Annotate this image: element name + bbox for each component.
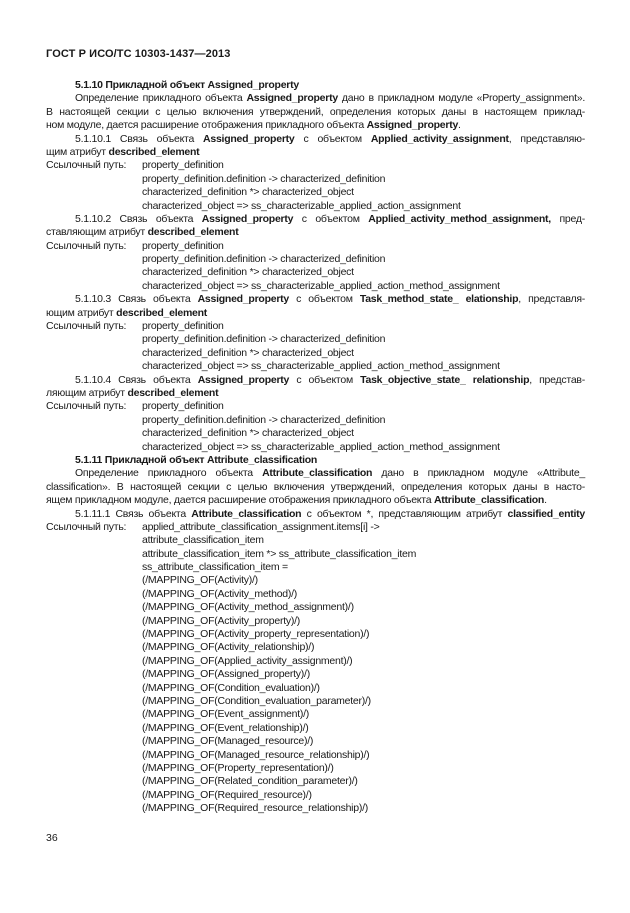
text-run: (/MAPPING_OF(Property_representation)/) — [142, 761, 334, 774]
text-run: characterized_object => ss_characterizable_applied_action_method_assignment — [142, 360, 500, 373]
text-run: property_definition.definition -> characterized_definition — [142, 413, 386, 426]
text-line — [46, 441, 585, 454]
text-run: , представля- — [518, 293, 586, 306]
text-run: (/MAPPING_OF(Activity_property_representation)/) — [142, 628, 370, 641]
bold-text: Task_objective_state_ relationship — [360, 373, 530, 386]
reference-path-label: Ссылочный путь: — [46, 239, 127, 252]
text-line — [46, 200, 585, 213]
text-run: (/MAPPING_OF(Managed_resource_relationship)/) — [142, 748, 370, 761]
text-line — [46, 173, 585, 186]
text-line — [46, 695, 585, 708]
bold-text: Assigned_property — [366, 119, 459, 132]
text-run: ющим атрибут — [46, 306, 117, 319]
text-run: characterized_object => ss_characterizable_applied_action_assignment — [142, 199, 461, 212]
text-line — [46, 682, 585, 695]
text-run: 5.1.11.1 Связь объекта — [75, 507, 192, 520]
bold-text: Attribute_classification — [262, 467, 373, 480]
text-line — [46, 668, 585, 681]
document-header: ГОСТ Р ИСО/ТС 10303-1437—2013 — [46, 48, 231, 60]
text-line — [46, 186, 585, 199]
text-run: В настоящей секции с целью включения утверждений, определения которых даны в настоящем приклад- — [46, 105, 585, 118]
text-run: , представляю- — [508, 132, 585, 145]
text-run: (/MAPPING_OF(Assigned_property)/) — [142, 668, 310, 681]
text-line — [46, 641, 585, 654]
text-run: characterized_object => ss_characterizable_applied_action_method_assignment — [142, 279, 500, 292]
text-run: (/MAPPING_OF(Activity_method)/) — [142, 587, 298, 600]
text-run: , представ- — [529, 373, 585, 386]
text-run: (/MAPPING_OF(Condition_evaluation_parameter)/) — [142, 694, 371, 707]
reference-path-label: Ссылочный путь: — [46, 400, 127, 413]
text-run: (/MAPPING_OF(Activity_relationship)/) — [142, 641, 315, 654]
text-run: с объектом — [289, 293, 360, 306]
text-line — [46, 240, 585, 253]
text-run: с объектом — [294, 132, 371, 145]
text-line — [46, 253, 585, 266]
text-line — [46, 508, 585, 521]
text-run: property_definition.definition -> characterized_definition — [142, 172, 386, 185]
text-line — [46, 775, 585, 788]
text-run: attribute_classification_item *> ss_attribute_classification_item — [142, 547, 417, 560]
text-run: (/MAPPING_OF(Applied_activity_assignment)/) — [142, 654, 353, 667]
bold-text: described_element — [116, 306, 208, 319]
text-run: property_definition — [142, 159, 224, 172]
text-line — [46, 133, 585, 146]
text-run: property_definition.definition -> characterized_definition — [142, 253, 386, 266]
bold-text: classified_entity — [507, 507, 585, 520]
text-line — [46, 360, 585, 373]
text-run: classification». В настоящей секции с целью включения утверждений, определения которых даны в насто- — [46, 480, 585, 493]
text-run: characterized_definition *> characterized_object — [142, 186, 354, 199]
text-line — [46, 159, 585, 172]
text-run: characterized_definition *> characterized_object — [142, 427, 354, 440]
text-run: (/MAPPING_OF(Related_condition_parameter)/) — [142, 775, 358, 788]
text-line — [46, 320, 585, 333]
text-line — [46, 307, 585, 320]
text-line — [46, 387, 585, 400]
text-run: щим атрибут — [46, 145, 109, 158]
text-run: Определение прикладного объекта — [75, 92, 247, 105]
page-number: 36 — [46, 832, 58, 844]
text-line — [46, 615, 585, 628]
bold-text: Assigned_property — [246, 92, 338, 105]
text-run: (/MAPPING_OF(Event_assignment)/) — [142, 708, 310, 721]
text-line — [46, 561, 585, 574]
text-run: property_definition.definition -> characterized_definition — [142, 333, 386, 346]
text-run: characterized_definition *> characterized_object — [142, 266, 354, 279]
text-line — [46, 467, 585, 480]
text-run: . — [458, 119, 461, 132]
text-line — [46, 749, 585, 762]
text-run: с объектом — [293, 212, 369, 225]
bold-text: Task_method_state_ elationship — [359, 293, 519, 306]
text-run: (/MAPPING_OF(Condition_evaluation)/) — [142, 681, 320, 694]
bold-text: Attribute_classification — [433, 494, 545, 507]
text-run: (/MAPPING_OF(Activity)/) — [142, 574, 258, 587]
text-run: 5.1.10.2 Связь объекта — [75, 212, 202, 225]
text-run: (/MAPPING_OF(Event_relationship)/) — [142, 721, 309, 734]
bold-text: Assigned_property — [197, 373, 290, 386]
text-line — [46, 494, 585, 507]
text-run: ящем прикладном модуле, дается расширение отображения прикладного объекта — [46, 494, 434, 507]
text-line — [46, 454, 585, 467]
text-line — [46, 722, 585, 735]
reference-path-label: Ссылочный путь: — [46, 320, 127, 333]
text-line — [46, 119, 585, 132]
text-line — [46, 802, 585, 815]
text-line — [46, 427, 585, 440]
text-line — [46, 400, 585, 413]
text-line — [46, 333, 585, 346]
text-run: . — [544, 494, 547, 507]
document-body — [46, 79, 585, 815]
text-run: (/MAPPING_OF(Activity_property)/) — [142, 614, 301, 627]
text-run: attribute_classification_item — [142, 534, 264, 547]
text-run: (/MAPPING_OF(Required_resource_relationship)/) — [142, 802, 369, 815]
bold-text: 5.1.11 Прикладной объект Attribute_classification — [75, 453, 318, 466]
reference-path-label: Ссылочный путь: — [46, 520, 127, 533]
text-line — [46, 280, 585, 293]
text-line — [46, 293, 585, 306]
text-run: 5.1.10.1 Связь объекта — [75, 132, 204, 145]
text-line — [46, 762, 585, 775]
text-run: ном модуле, дается расширение отображения прикладного объекта — [46, 119, 367, 132]
text-line — [46, 708, 585, 721]
text-line — [46, 79, 585, 92]
text-run: ляющим атрибут — [46, 386, 128, 399]
text-line — [46, 92, 585, 105]
text-line — [46, 574, 585, 587]
text-run: characterized_object => ss_characterizable_applied_action_method_assignment — [142, 440, 500, 453]
text-line — [46, 548, 585, 561]
text-run: дано в прикладном модуле «Property_assignment». — [337, 92, 585, 105]
text-run: Определение прикладного объекта — [75, 467, 263, 480]
text-line — [46, 789, 585, 802]
bold-text: Assigned_property — [203, 132, 295, 145]
text-line — [46, 481, 585, 494]
text-run: 5.1.10.3 Связь объекта — [75, 293, 198, 306]
text-line — [46, 146, 585, 159]
bold-text: Assigned_property — [201, 212, 294, 225]
bold-text: 5.1.10 Прикладной объект Assigned_property — [75, 79, 299, 91]
text-line — [46, 213, 585, 226]
text-run: property_definition — [142, 320, 224, 333]
bold-text: Assigned_property — [197, 293, 290, 306]
text-line — [46, 655, 585, 668]
text-line — [46, 374, 585, 387]
bold-text: described_element — [127, 386, 219, 399]
text-run: дано в прикладном модуле «Attribute_ — [372, 467, 586, 480]
text-run: (/MAPPING_OF(Managed_resource)/) — [142, 735, 314, 748]
bold-text: described_element — [108, 145, 200, 158]
text-run: (/MAPPING_OF(Activity_method_assignment)/) — [142, 601, 354, 614]
text-run: ставляющим атрибут — [46, 226, 148, 239]
text-run: characterized_definition *> characterized_object — [142, 346, 354, 359]
text-run: property_definition — [142, 400, 224, 413]
bold-text: Applied_activity_method_assignment, — [368, 212, 551, 225]
bold-text: described_element — [147, 226, 239, 239]
text-line — [46, 601, 585, 614]
text-run: property_definition — [142, 239, 224, 252]
text-line — [46, 628, 585, 641]
text-line — [46, 347, 585, 360]
bold-text: Applied_activity_assignment — [370, 132, 509, 145]
text-line — [46, 414, 585, 427]
text-run: с объектом — [289, 373, 361, 386]
text-run: пред- — [550, 212, 585, 225]
text-line — [46, 106, 585, 119]
text-line — [46, 266, 585, 279]
text-run: (/MAPPING_OF(Required_resource)/) — [142, 788, 312, 801]
text-line — [46, 534, 585, 547]
text-line — [46, 588, 585, 601]
text-run: ss_attribute_classification_item = — [142, 561, 288, 574]
bold-text: Attribute_classification — [191, 507, 302, 520]
text-line — [46, 226, 585, 239]
text-line — [46, 735, 585, 748]
text-run: с объектом *, представляющим атрибут — [301, 507, 508, 520]
text-run: 5.1.10.4 Связь объекта — [75, 373, 198, 386]
reference-path-label: Ссылочный путь: — [46, 159, 127, 172]
text-run: applied_attribute_classification_assignment.items[i] -> — [142, 520, 380, 533]
text-line — [46, 521, 585, 534]
